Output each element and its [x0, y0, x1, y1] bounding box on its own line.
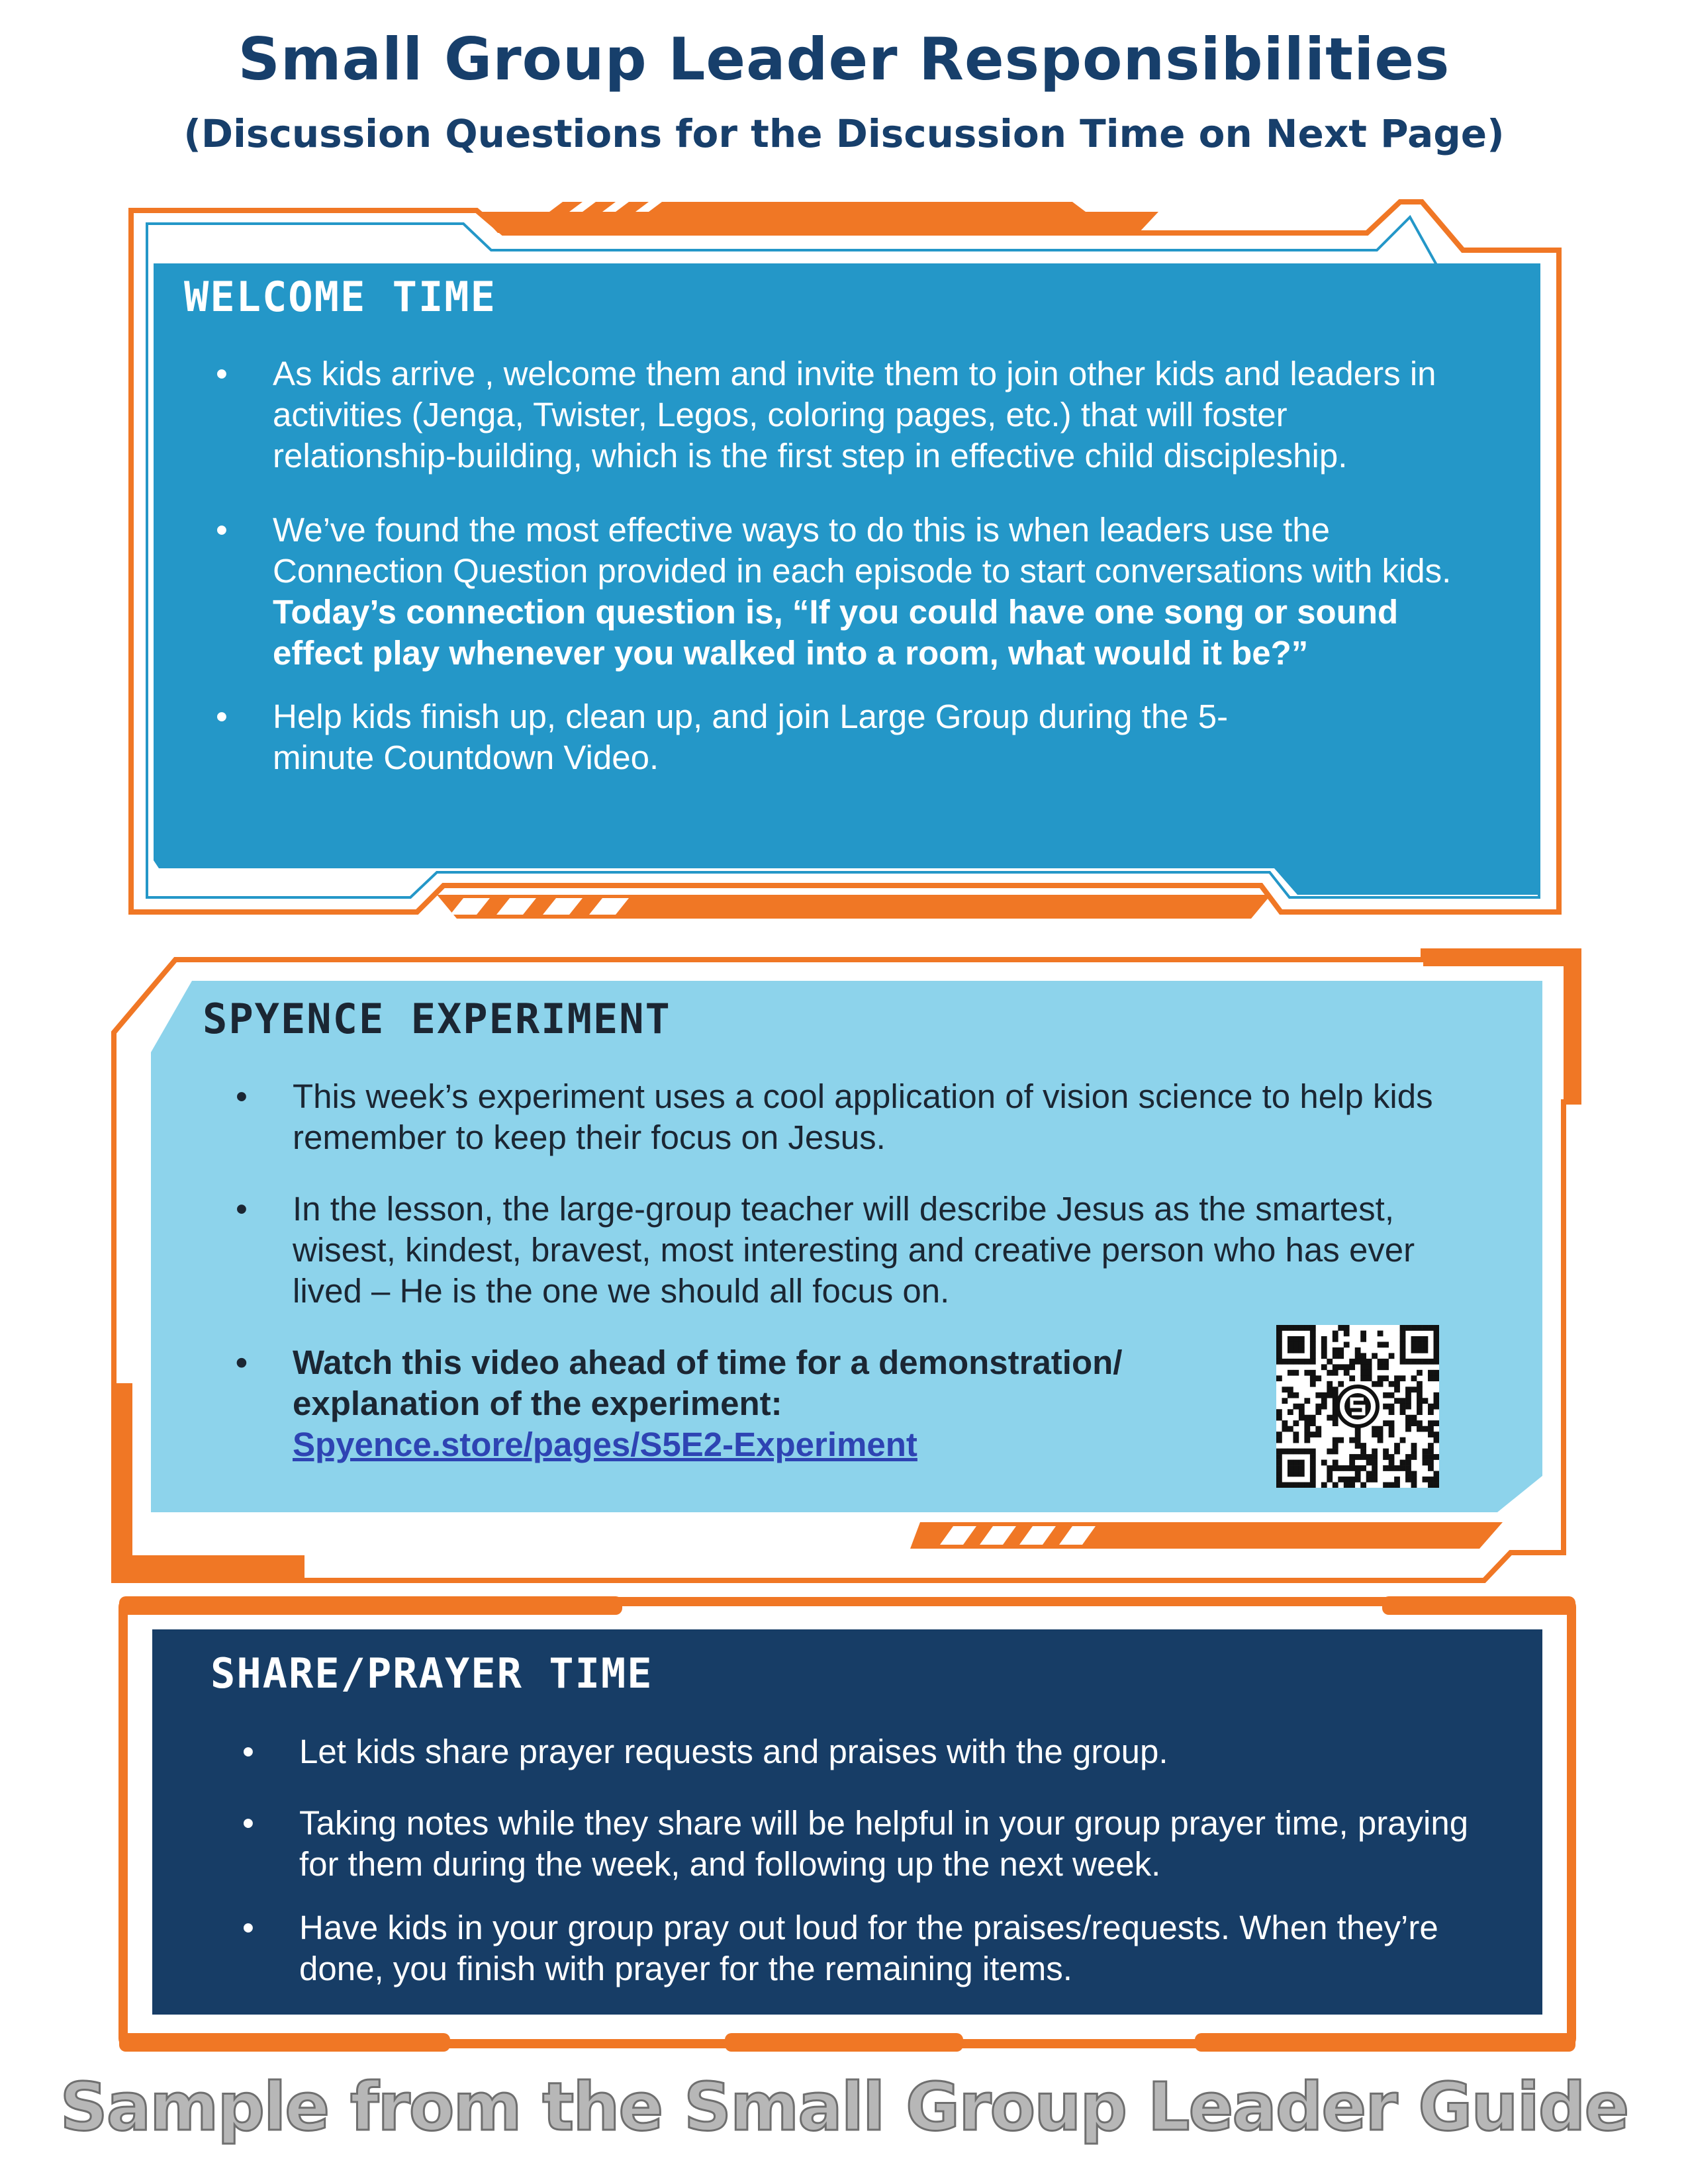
- list-item: [233, 1076, 1491, 1158]
- list-item: [213, 510, 1471, 674]
- list-item: [240, 1803, 1484, 1885]
- bullet-icon: •: [242, 1909, 254, 1946]
- experiment-item-1: This week’s experiment uses a cool application of vision science to help kids remember to keep their focus on Jesus.: [293, 1077, 1433, 1156]
- watermark: Sample from the Small Group Leader Guide: [60, 2068, 1628, 2146]
- bullet-icon: •: [236, 1343, 248, 1381]
- welcome-item-3: Help kids finish up, clean up, and join Large Group during the 5-minute Countdown Video.: [273, 698, 1229, 776]
- bullet-icon: •: [236, 1077, 248, 1115]
- bullet-icon: •: [216, 511, 228, 549]
- experiment-heading: SPYENCE EXPERIMENT: [203, 995, 671, 1043]
- qr-code-icon[interactable]: [1276, 1325, 1439, 1488]
- welcome-item-1: As kids arrive , welcome them and invite them to join other kids and leaders in activities (Jenga, Twister, Legos, coloring pages, etc.) that will foster relationship-building, which is the first step in effective child discipleship.: [273, 355, 1436, 475]
- list-item: [213, 696, 1471, 778]
- qr-code-graphic: [1276, 1325, 1439, 1488]
- list-item: [213, 353, 1471, 477]
- share-section: [211, 1649, 1508, 1698]
- welcome-item-2: We’ve found the most effective ways to do this is when leaders use the Connection Question provided in each episode to start conversations with kids.: [273, 511, 1452, 590]
- experiment-item-2: In the lesson, the large-group teacher will describe Jesus as the smartest, wisest, kindest, bravest, most interesting and creative person who has ever lived – He is the one we should all focus on.: [293, 1190, 1415, 1310]
- bullet-icon: •: [216, 355, 228, 392]
- connection-question: Today’s connection question is, “If you could have one song or sound effect play whenever you walked into a room, what would it be?”: [273, 593, 1399, 672]
- bullet-icon: •: [242, 1804, 254, 1842]
- share-heading: SHARE/PRAYER TIME: [211, 1649, 653, 1698]
- bullet-icon: •: [242, 1733, 254, 1770]
- list-item: [240, 1731, 1484, 1772]
- page-subtitle: (Discussion Questions for the Discussion Time on Next Page): [183, 111, 1505, 156]
- share-list: [240, 1731, 1484, 2020]
- list-item: [233, 1189, 1491, 1312]
- experiment-video-link[interactable]: Spyence.store/pages/S5E2-Experiment: [293, 1426, 917, 1463]
- welcome-list: [213, 353, 1471, 809]
- share-item-2: Taking notes while they share will be helpful in your group prayer time, praying for them during the week, and following up the next week.: [299, 1804, 1469, 1883]
- welcome-section: [184, 273, 1481, 321]
- share-item-3: Have kids in your group pray out loud for the praises/requests. When they’re done, you finish with prayer for the remaining items.: [299, 1909, 1438, 1987]
- bullet-icon: •: [236, 1190, 248, 1228]
- experiment-section: [203, 995, 1500, 1043]
- bullet-icon: •: [216, 698, 228, 735]
- share-item-1: Let kids share prayer requests and praises with the group.: [299, 1733, 1168, 1770]
- list-item: [233, 1342, 1286, 1465]
- list-item: [240, 1907, 1484, 1989]
- page-title: Small Group Leader Responsibilities: [238, 25, 1450, 93]
- welcome-heading: WELCOME TIME: [184, 273, 496, 321]
- experiment-video-text: Watch this video ahead of time for a demonstration/ explanation of the experiment:: [293, 1343, 1123, 1422]
